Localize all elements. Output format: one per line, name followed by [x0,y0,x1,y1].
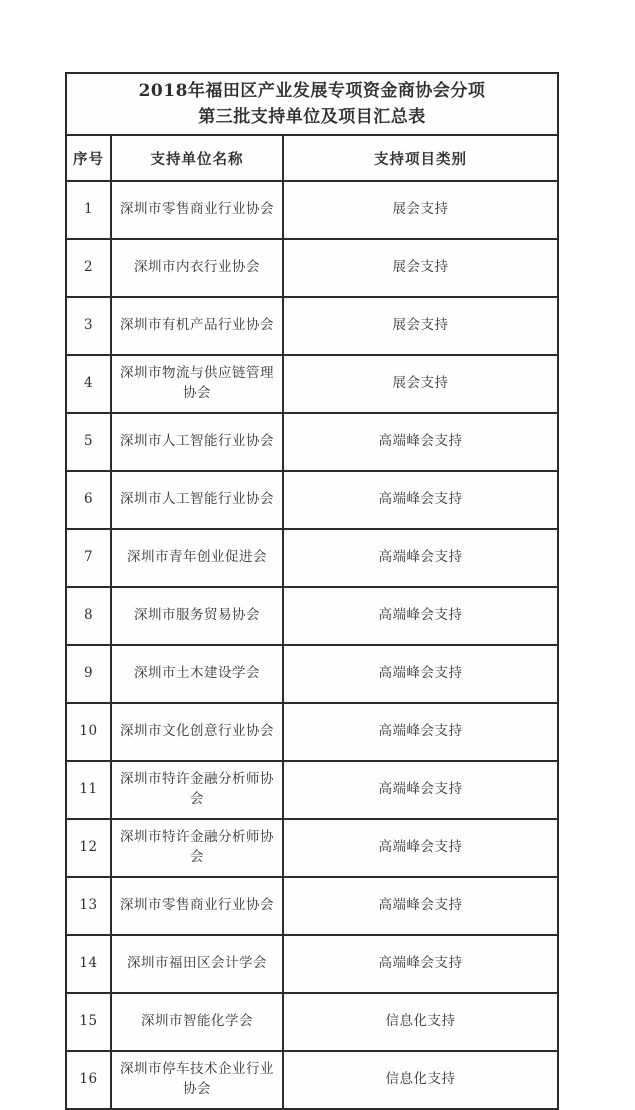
row-category-cell: 高端峰会支持 [283,587,558,645]
table-body [66,181,558,1109]
row-category-cell: 信息化支持 [283,993,558,1051]
row-unit-cell: 深圳市物流与供应链管理协会 [111,355,283,413]
row-no-cell: 3 [66,297,111,355]
row-no-cell: 13 [66,877,111,935]
column-header-no: 序号 [66,135,111,181]
row-category-cell: 高端峰会支持 [283,935,558,993]
table-row [66,413,558,471]
row-unit-cell: 深圳市零售商业行业协会 [111,877,283,935]
row-category-cell: 展会支持 [283,297,558,355]
table-header-row [66,135,558,181]
summary-table [65,72,559,1110]
table-row [66,297,558,355]
table-title-line2: 第三批支持单位及项目汇总表 [198,107,426,127]
column-header-unit: 支持单位名称 [111,135,283,181]
table-title [66,73,558,135]
row-unit-cell: 深圳市土木建设学会 [111,645,283,703]
row-category-cell: 高端峰会支持 [283,529,558,587]
row-unit-cell: 深圳市智能化学会 [111,993,283,1051]
row-unit-cell: 深圳市有机产品行业协会 [111,297,283,355]
row-no-cell: 9 [66,645,111,703]
column-header-category: 支持项目类别 [283,135,558,181]
row-no-cell: 8 [66,587,111,645]
row-category-cell: 信息化支持 [283,1051,558,1109]
row-unit-cell: 深圳市零售商业行业协会 [111,181,283,239]
table-row [66,529,558,587]
table-row [66,819,558,877]
row-no-cell: 10 [66,703,111,761]
table-row [66,239,558,297]
row-unit-cell: 深圳市人工智能行业协会 [111,413,283,471]
row-no-cell: 6 [66,471,111,529]
row-no-cell: 11 [66,761,111,819]
row-no-cell: 14 [66,935,111,993]
table-row [66,471,558,529]
row-unit-cell: 深圳市停车技术企业行业协会 [111,1051,283,1109]
row-unit-cell: 深圳市福田区会计学会 [111,935,283,993]
row-category-cell: 展会支持 [283,355,558,413]
table-row [66,645,558,703]
row-no-cell: 15 [66,993,111,1051]
row-category-cell: 高端峰会支持 [283,471,558,529]
row-no-cell: 4 [66,355,111,413]
table-row [66,993,558,1051]
row-unit-cell: 深圳市青年创业促进会 [111,529,283,587]
table-title-row [66,73,558,135]
table-row [66,761,558,819]
table-row [66,1051,558,1109]
row-category-cell: 高端峰会支持 [283,413,558,471]
row-no-cell: 7 [66,529,111,587]
row-unit-cell: 深圳市特许金融分析师协会 [111,819,283,877]
table-row [66,877,558,935]
row-no-cell: 2 [66,239,111,297]
row-no-cell: 1 [66,181,111,239]
row-unit-cell: 深圳市人工智能行业协会 [111,471,283,529]
row-category-cell: 展会支持 [283,181,558,239]
table-row [66,935,558,993]
table-row [66,181,558,239]
row-category-cell: 高端峰会支持 [283,703,558,761]
row-unit-cell: 深圳市内衣行业协会 [111,239,283,297]
row-category-cell: 展会支持 [283,239,558,297]
row-no-cell: 12 [66,819,111,877]
row-category-cell: 高端峰会支持 [283,819,558,877]
row-unit-cell: 深圳市文化创意行业协会 [111,703,283,761]
row-category-cell: 高端峰会支持 [283,761,558,819]
row-category-cell: 高端峰会支持 [283,645,558,703]
table-row [66,587,558,645]
table-title-line1: 2018年福田区产业发展专项资金商协会分项 [138,80,486,101]
table-row [66,355,558,413]
row-no-cell: 16 [66,1051,111,1109]
table-row [66,703,558,761]
row-no-cell: 5 [66,413,111,471]
row-category-cell: 高端峰会支持 [283,877,558,935]
row-unit-cell: 深圳市特许金融分析师协会 [111,761,283,819]
row-unit-cell: 深圳市服务贸易协会 [111,587,283,645]
